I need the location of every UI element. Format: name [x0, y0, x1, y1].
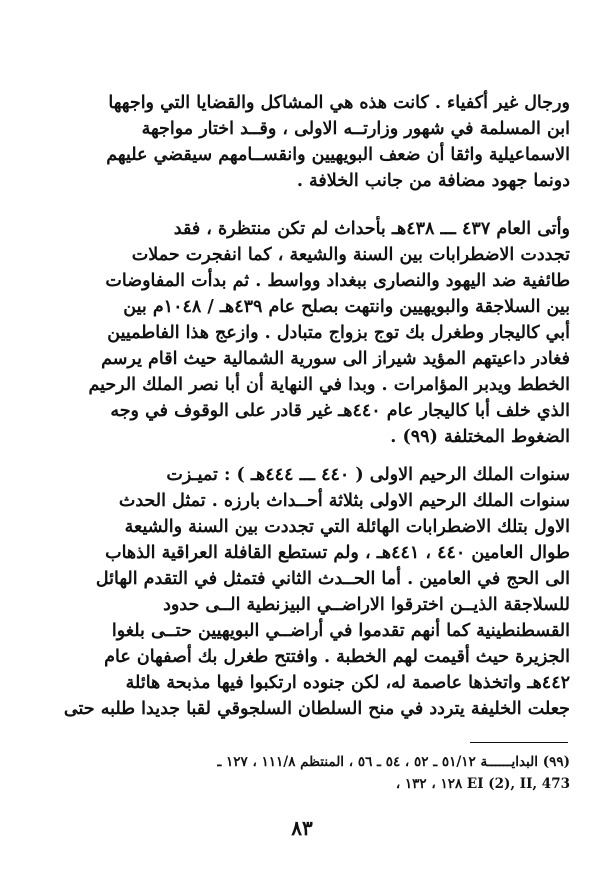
text-line: القسطنطينية كما أنهم تقدموا في أراضــي البويهيين حتــى بلغوا [111, 621, 570, 641]
text-line: الاول بتلك الاضطرابات الهائلة التي تجددت بين السنة والشيعة [124, 517, 570, 537]
text-line: للسلاجقة الذيــن اخترقوا الاراضــي البيزنطية الــى حدود [163, 595, 570, 615]
text-line: بين السلاجقة والبويهيين وانتهت بصلح عام ٤٣٩هـ / ١٠٤٨م بين [123, 297, 570, 317]
text-line: ابن المسلمة في شهور وزارتــه الاولى ، وقــد اختار مواجهة [141, 119, 570, 139]
text-line: طوال العامين ٤٤٠ ، ٤٤١هـ ، ولم تستطع القافلة العراقية الذهاب [105, 543, 570, 563]
paragraph-1 [40, 90, 570, 194]
text-line: ٤٤٢هـ واتخذها عاصمة له، لكن جنوده ارتكبوا فيها مذبحة هائلة [125, 673, 570, 693]
text-line: فغادر داعيتهم المؤيد شيراز الى سورية الشمالية حيث اقام يرسم [101, 349, 570, 369]
text-line: جعلت الخليفة يتردد في منح السلطان السلجوقي لقبا جديدا طلبه حتى [63, 699, 570, 719]
text-line: ورجال غير أكفياء . كانت هذه هي المشاكل والقضايا التي واجهها [108, 93, 570, 113]
paragraph-3 [40, 462, 570, 722]
footnote-divider [470, 742, 568, 743]
text-line: الاسماعيلية واثقا أن ضعف البويهيين وانقســامهم سيقضي عليهم [106, 145, 570, 165]
text-line: طائفية ضد اليهود والنصارى ببغداد وواسط . ثم بدأت المفاوضات [105, 271, 570, 291]
text-line: وأتى العام ٤٣٧ ـــ ٤٣٨هـ بأحداث لم تكن منتظرة ، فقد [173, 219, 570, 239]
page-number: ٨٣ [291, 816, 313, 840]
heading-line-rest: تميـزت [166, 465, 224, 485]
text-line: الضغوط المختلفة (٩٩) . [390, 427, 570, 447]
paragraph-2 [40, 216, 570, 450]
section-heading-line [40, 462, 570, 488]
footnote-latin-ref: EI (2), II, 473 [466, 776, 570, 792]
text-line: الجزيرة حيث أقيمت لهم الخطبة . وافتتح طغرل بك أصفهان عام [104, 647, 570, 667]
footnote-arabic-ref: ١٢٨ ، ١٣٢ ، [395, 776, 463, 792]
text-line: دونما جهود مضافة من جانب الخلافة . [296, 171, 570, 191]
text-line: أبي كاليجار وطغرل بك توج بزواج متبادل . وازعج هذا الفاطميين [107, 323, 570, 343]
footnote-line-1: (٩٩) البدايــــــة ٥١/١٢ ـ ٥٢ ، ٥٤ ـ ٥٦ ، المنتظم ١١١/٨ ، ١٢٧ ـ [217, 754, 570, 770]
text-line: الخطط ويدبر المؤامرات . وبدا في النهاية أن أبا نصر الملك الرحيم [88, 375, 570, 395]
text-line: الذي خلف أبا كاليجار عام ٤٤٠هـ غير قادر على الوقوف في وجه [110, 401, 570, 421]
section-heading: سنوات الملك الرحيم الاولى ( ٤٤٠ ـــ ٤٤٤هـ ) : [224, 465, 570, 485]
text-line: تجددت الاضطرابات بين السنة والشيعة ، كما انفجرت حملات [131, 245, 570, 265]
text-line: سنوات الملك الرحيم الاولى بثلاثة أحــداث بارزه . تمثل الحدث [118, 491, 570, 511]
text-line: الى الحج في العامين . أما الحــدث الثاني فتمثل في التقدم الهائل [95, 569, 570, 589]
footnote-line-2 [40, 774, 570, 794]
